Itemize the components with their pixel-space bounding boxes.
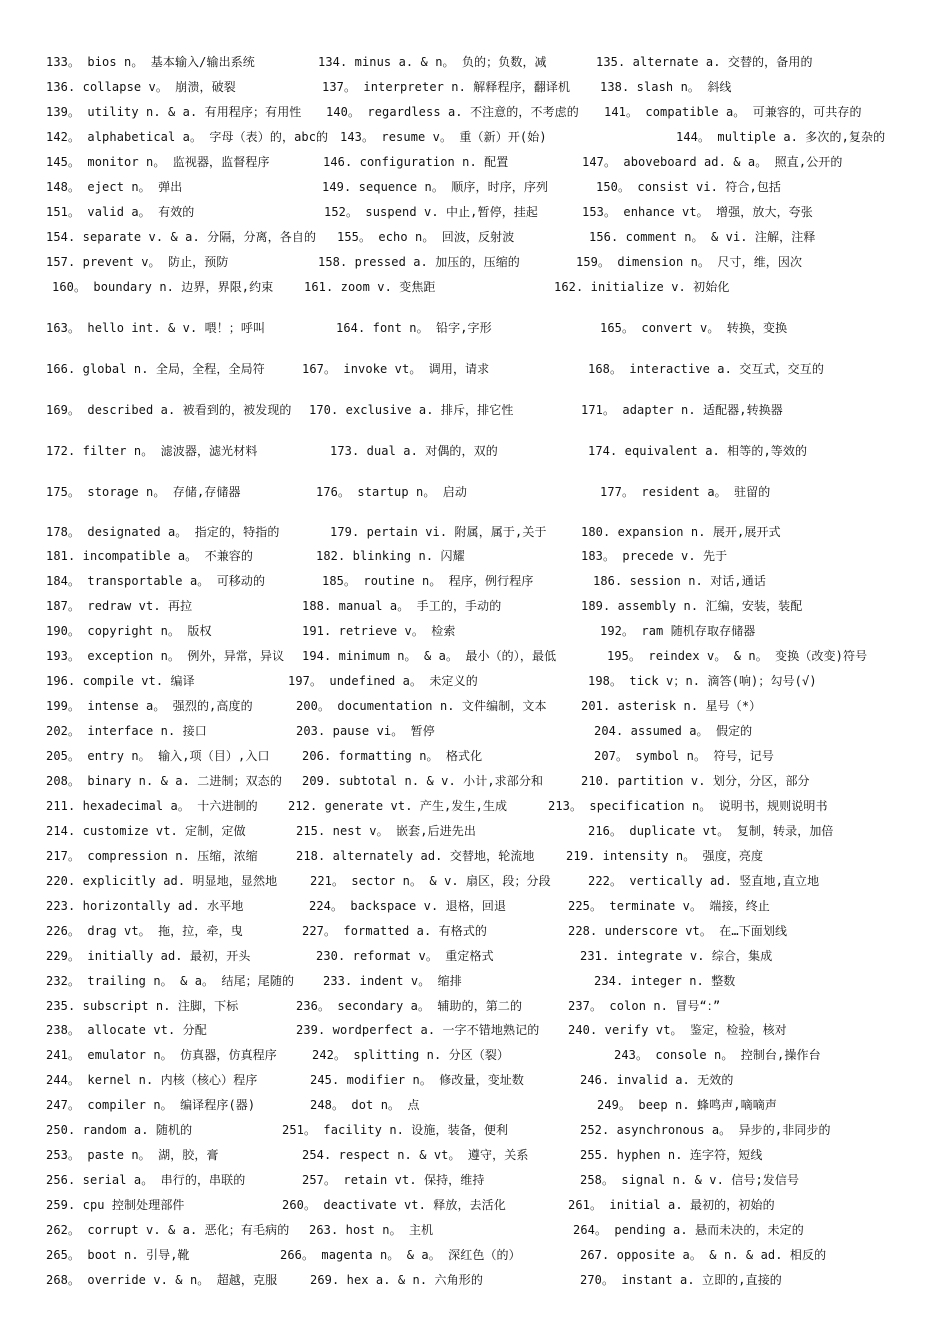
vocabulary-entry: 192。 ram 随机存取存储器 xyxy=(600,624,756,638)
vocabulary-entry: 265。 boot n. 引导,靴 xyxy=(46,1248,190,1262)
vocabulary-entry: 145。 monitor n。 监视器，监督程序 xyxy=(46,155,270,169)
vocabulary-entry: 159。 dimension n。 尺寸，维，因次 xyxy=(576,255,803,269)
vocabulary-entry: 206. formatting n。 格式化 xyxy=(302,749,483,763)
vocabulary-entry: 236。 secondary a。 辅助的，第二的 xyxy=(296,999,523,1013)
vocabulary-entry: 174. equivalent a. 相等的,等效的 xyxy=(588,444,808,458)
vocabulary-entry: 197。 undefined a。 未定义的 xyxy=(288,674,478,688)
vocabulary-entry: 140。 regardless a. 不注意的，不考虑的 xyxy=(326,105,579,119)
vocabulary-entry: 218. alternately ad. 交替地，轮流地 xyxy=(296,849,535,863)
vocabulary-row xyxy=(0,127,950,147)
vocabulary-entry: 220. explicitly ad. 明显地，显然地 xyxy=(46,874,278,888)
vocabulary-entry: 207。 symbol n。 符号，记号 xyxy=(594,749,774,763)
vocabulary-entry: 178。 designated a。 指定的，特指的 xyxy=(46,525,280,539)
vocabulary-row xyxy=(0,896,950,916)
vocabulary-entry: 154. separate v. & a. 分隔，分离，各自的 xyxy=(46,230,317,244)
vocabulary-entry: 186. session n. 对话,通话 xyxy=(593,574,766,588)
vocabulary-entry: 177。 resident a。 驻留的 xyxy=(600,485,771,499)
vocabulary-entry: 216。 duplicate vt。 复制，转录，加倍 xyxy=(588,824,834,838)
vocabulary-entry: 190。 copyright n。 版权 xyxy=(46,624,212,638)
vocabulary-row xyxy=(0,1170,950,1190)
vocabulary-entry: 250. random a. 随机的 xyxy=(46,1123,193,1137)
vocabulary-entry: 202。 interface n. 接口 xyxy=(46,724,207,738)
vocabulary-row xyxy=(0,721,950,741)
vocabulary-entry: 234. integer n. 整数 xyxy=(594,974,736,988)
vocabulary-entry: 193。 exception n。 例外，异常，异议 xyxy=(46,649,285,663)
vocabulary-entry: 173. dual a. 对偶的，双的 xyxy=(330,444,498,458)
vocabulary-entry: 247。 compiler n。 编译程序(器) xyxy=(46,1098,256,1112)
vocabulary-row xyxy=(0,796,950,816)
vocabulary-entry: 261。 initial a. 最初的，初始的 xyxy=(568,1198,775,1212)
vocabulary-row xyxy=(0,77,950,97)
vocabulary-entry: 259. cpu 控制处理部件 xyxy=(46,1198,185,1212)
vocabulary-entry: 146. configuration n. 配置 xyxy=(323,155,509,169)
vocabulary-entry: 194. minimum n。 & a。 最小（的），最低 xyxy=(302,649,557,663)
vocabulary-entry: 217。 compression n. 压缩，浓缩 xyxy=(46,849,258,863)
vocabulary-entry: 182. blinking n. 闪耀 xyxy=(316,549,465,563)
vocabulary-row xyxy=(0,1070,950,1090)
vocabulary-row xyxy=(0,996,950,1016)
vocabulary-row xyxy=(0,482,950,502)
vocabulary-entry: 134. minus a. & n。 负的；负数，减 xyxy=(318,55,547,69)
vocabulary-entry: 203. pause vi。 暂停 xyxy=(296,724,435,738)
vocabulary-entry: 269. hex a. & n. 六角形的 xyxy=(310,1273,483,1287)
vocabulary-entry: 163。 hello int. & v. 喂！；呼叫 xyxy=(46,321,266,335)
vocabulary-entry: 149. sequence n。 顺序，时序，序列 xyxy=(322,180,549,194)
vocabulary-entry: 219. intensity n。 强度，亮度 xyxy=(566,849,764,863)
vocabulary-entry: 229。 initially ad. 最初，开头 xyxy=(46,949,251,963)
vocabulary-entry: 258。 signal n. & v. 信号;发信号 xyxy=(580,1173,800,1187)
vocabulary-entry: 233. indent v。 缩排 xyxy=(323,974,462,988)
vocabulary-entry: 195。 reindex v。 & n。 变换（改变)符号 xyxy=(607,649,868,663)
vocabulary-entry: 238。 allocate vt. 分配 xyxy=(46,1023,207,1037)
vocabulary-row xyxy=(0,546,950,566)
vocabulary-entry: 165。 convert v。 转换，变换 xyxy=(600,321,788,335)
vocabulary-row xyxy=(0,1245,950,1265)
vocabulary-entry: 156. comment n。 & vi. 注解，注释 xyxy=(589,230,816,244)
vocabulary-entry: 256. serial a。 串行的，串联的 xyxy=(46,1173,246,1187)
vocabulary-entry: 244。 kernel n. 内核（核心）程序 xyxy=(46,1073,258,1087)
vocabulary-row xyxy=(0,921,950,941)
vocabulary-entry: 225。 terminate v。 端接，终止 xyxy=(568,899,770,913)
vocabulary-row xyxy=(0,971,950,991)
vocabulary-entry: 205。 entry n。 输入,项（目）,入口 xyxy=(46,749,270,763)
vocabulary-entry: 252. asynchronous a。 异步的,非同步的 xyxy=(580,1123,831,1137)
vocabulary-entry: 181. incompatible a。 不兼容的 xyxy=(46,549,253,563)
vocabulary-entry: 153。 enhance vt。 增强，放大，夸张 xyxy=(582,205,813,219)
vocabulary-entry: 162. initialize v. 初始化 xyxy=(554,280,730,294)
vocabulary-entry: 260。 deactivate vt. 释放，去活化 xyxy=(282,1198,506,1212)
vocabulary-entry: 188. manual a。 手工的，手动的 xyxy=(302,599,502,613)
vocabulary-entry: 175。 storage n。 存储,存储器 xyxy=(46,485,241,499)
vocabulary-row xyxy=(0,152,950,172)
vocabulary-row xyxy=(0,821,950,841)
vocabulary-entry: 142。 alphabetical a。 字母（表）的，abc的 xyxy=(46,130,329,144)
vocabulary-entry: 179. pertain vi. 附属，属于,关于 xyxy=(330,525,547,539)
vocabulary-entry: 139。 utility n. & a. 有用程序；有用性 xyxy=(46,105,302,119)
vocabulary-row xyxy=(0,522,950,542)
vocabulary-entry: 268。 override v. & n。 超越，克服 xyxy=(46,1273,278,1287)
vocabulary-entry: 235. subscript n. 注脚，下标 xyxy=(46,999,239,1013)
vocabulary-entry: 246. invalid a. 无效的 xyxy=(580,1073,734,1087)
vocabulary-row xyxy=(0,52,950,72)
vocabulary-entry: 254. respect n. & vt。 遵守，关系 xyxy=(302,1148,529,1162)
vocabulary-row xyxy=(0,400,950,420)
vocabulary-entry: 170. exclusive a. 排斥，排它性 xyxy=(309,403,514,417)
vocabulary-entry: 171。 adapter n. 适配器,转换器 xyxy=(581,403,783,417)
vocabulary-row xyxy=(0,277,950,297)
vocabulary-entry: 191. retrieve v。 检索 xyxy=(302,624,456,638)
vocabulary-entry: 245. modifier n。 修改量，变址数 xyxy=(310,1073,524,1087)
vocabulary-entry: 209. subtotal n. & v. 小计,求部分和 xyxy=(302,774,544,788)
vocabulary-entry: 158. pressed a. 加压的，压缩的 xyxy=(318,255,520,269)
vocabulary-row xyxy=(0,227,950,247)
vocabulary-entry: 214. customize vt. 定制，定做 xyxy=(46,824,246,838)
vocabulary-entry: 168。 interactive a. 交互式，交互的 xyxy=(588,362,824,376)
vocabulary-row xyxy=(0,571,950,591)
vocabulary-entry: 249。 beep n. 蜂鸣声,嘀嘀声 xyxy=(597,1098,777,1112)
vocabulary-entry: 257。 retain vt. 保持，维持 xyxy=(302,1173,485,1187)
vocabulary-entry: 226。 drag vt。 拖，拉，牵，曳 xyxy=(46,924,243,938)
vocabulary-entry: 251。 facility n. 设施，装备，便利 xyxy=(282,1123,509,1137)
vocabulary-entry: 137。 interpreter n. 解释程序，翻译机 xyxy=(322,80,571,94)
vocabulary-entry: 240. verify vt。 鉴定，检验，核对 xyxy=(568,1023,787,1037)
vocabulary-entry: 160。 boundary n. 边界，界限,约束 xyxy=(52,280,274,294)
vocabulary-entry: 176。 startup n。 启动 xyxy=(316,485,467,499)
vocabulary-entry: 237。 colon n. 冒号“：” xyxy=(568,999,721,1013)
vocabulary-entry: 255. hyphen n. 连字符，短线 xyxy=(580,1148,763,1162)
vocabulary-entry: 138. slash n。 斜线 xyxy=(600,80,732,94)
vocabulary-entry: 201. asterisk n. 星号（*） xyxy=(581,699,762,713)
vocabulary-entry: 200。 documentation n. 文件编制，文本 xyxy=(296,699,547,713)
vocabulary-entry: 150。 consist vi. 符合,包括 xyxy=(596,180,782,194)
vocabulary-row xyxy=(0,1045,950,1065)
vocabulary-entry: 189. assembly n. 汇编，安装，装配 xyxy=(581,599,803,613)
vocabulary-row xyxy=(0,671,950,691)
vocabulary-row xyxy=(0,1195,950,1215)
vocabulary-entry: 210. partition v. 划分，分区，部分 xyxy=(581,774,810,788)
vocabulary-row xyxy=(0,318,950,338)
vocabulary-entry: 242。 splitting n. 分区（裂） xyxy=(312,1048,510,1062)
vocabulary-row xyxy=(0,1020,950,1040)
vocabulary-entry: 198。 tick v；n. 滴答(响)；勾号(√) xyxy=(588,674,817,688)
vocabulary-entry: 161. zoom v. 变焦距 xyxy=(304,280,436,294)
vocabulary-entry: 230. reformat v。 重定格式 xyxy=(316,949,494,963)
vocabulary-row xyxy=(0,696,950,716)
vocabulary-entry: 136. collapse v。 崩溃，破裂 xyxy=(46,80,236,94)
vocabulary-row xyxy=(0,746,950,766)
vocabulary-row xyxy=(0,359,950,379)
vocabulary-entry: 239. wordperfect a. 一字不错地熟记的 xyxy=(296,1023,540,1037)
vocabulary-entry: 248。 dot n。 点 xyxy=(310,1098,420,1112)
vocabulary-entry: 212. generate vt. 产生,发生,生成 xyxy=(288,799,508,813)
vocabulary-entry: 222。 vertically ad. 竖直地,直立地 xyxy=(588,874,820,888)
vocabulary-entry: 144。 multiple a. 多次的,复杂的 xyxy=(676,130,886,144)
vocabulary-row xyxy=(0,1270,950,1290)
vocabulary-row xyxy=(0,646,950,666)
vocabulary-entry: 185。 routine n。 程序，例行程序 xyxy=(322,574,534,588)
vocabulary-entry: 184。 transportable a。 可移动的 xyxy=(46,574,266,588)
vocabulary-entry: 223. horizontally ad. 水平地 xyxy=(46,899,244,913)
vocabulary-row xyxy=(0,202,950,222)
vocabulary-row xyxy=(0,596,950,616)
vocabulary-entry: 263. host n。 主机 xyxy=(309,1223,434,1237)
vocabulary-entry: 267. opposite a。 & n. & ad. 相反的 xyxy=(580,1248,827,1262)
vocabulary-entry: 270。 instant a. 立即的,直接的 xyxy=(580,1273,782,1287)
vocabulary-entry: 180. expansion n. 展开,展开式 xyxy=(581,525,781,539)
vocabulary-row xyxy=(0,621,950,641)
vocabulary-entry: 224。 backspace v. 退格，回退 xyxy=(309,899,507,913)
vocabulary-row xyxy=(0,252,950,272)
vocabulary-entry: 211. hexadecimal a。 十六进制的 xyxy=(46,799,258,813)
vocabulary-entry: 166. global n. 全局，全程，全局符 xyxy=(46,362,265,376)
vocabulary-row xyxy=(0,177,950,197)
vocabulary-entry: 135. alternate a. 交替的，备用的 xyxy=(596,55,813,69)
vocabulary-entry: 208。 binary n. & a. 二进制；双态的 xyxy=(46,774,282,788)
vocabulary-entry: 213。 specification n。 说明书，规则说明书 xyxy=(548,799,828,813)
vocabulary-entry: 147。 aboveboard ad. & a。 照直,公开的 xyxy=(582,155,843,169)
vocabulary-row xyxy=(0,102,950,122)
vocabulary-entry: 155。 echo n。 回波，反射波 xyxy=(337,230,515,244)
vocabulary-entry: 148。 eject n。 弹出 xyxy=(46,180,183,194)
vocabulary-entry: 231. integrate v. 综合，集成 xyxy=(580,949,773,963)
vocabulary-row xyxy=(0,846,950,866)
vocabulary-entry: 204. assumed a。 假定的 xyxy=(594,724,753,738)
vocabulary-row xyxy=(0,946,950,966)
vocabulary-entry: 141。 compatible a。 可兼容的，可共存的 xyxy=(604,105,862,119)
vocabulary-entry: 227。 formatted a. 有格式的 xyxy=(302,924,488,938)
vocabulary-entry: 221。 sector n。 & v. 扇区，段；分段 xyxy=(310,874,551,888)
vocabulary-row xyxy=(0,1095,950,1115)
vocabulary-entry: 187。 redraw vt. 再拉 xyxy=(46,599,193,613)
vocabulary-row xyxy=(0,1120,950,1140)
vocabulary-entry: 232。 trailing n。 & a。 结尾；尾随的 xyxy=(46,974,295,988)
vocabulary-entry: 183。 precede v. 先于 xyxy=(581,549,728,563)
vocabulary-entry: 266。 magenta n。 & a。 深红色（的） xyxy=(280,1248,521,1262)
vocabulary-row xyxy=(0,1145,950,1165)
vocabulary-entry: 143。 resume v。 重（新）开(始) xyxy=(340,130,547,144)
vocabulary-entry: 152。 suspend v. 中止,暂停，挂起 xyxy=(324,205,538,219)
vocabulary-row xyxy=(0,441,950,461)
vocabulary-row xyxy=(0,871,950,891)
vocabulary-entry: 157. prevent v。 防止，预防 xyxy=(46,255,229,269)
vocabulary-entry: 264。 pending a. 悬而未决的，未定的 xyxy=(573,1223,804,1237)
vocabulary-entry: 228. underscore vt。 在…下面划线 xyxy=(568,924,788,938)
vocabulary-entry: 243。 console n。 控制台,操作台 xyxy=(614,1048,821,1062)
vocabulary-entry: 253。 paste n。 湖，胶，膏 xyxy=(46,1148,219,1162)
vocabulary-row xyxy=(0,1220,950,1240)
vocabulary-entry: 151。 valid a。 有效的 xyxy=(46,205,195,219)
vocabulary-entry: 215. nest v。 嵌套,后进先出 xyxy=(296,824,476,838)
vocabulary-entry: 167。 invoke vt。 调用，请求 xyxy=(302,362,490,376)
vocabulary-entry: 262。 corrupt v. & a. 恶化；有毛病的 xyxy=(46,1223,290,1237)
vocabulary-entry: 164. font n。 铅字,字形 xyxy=(336,321,492,335)
vocabulary-entry: 196. compile vt. 编译 xyxy=(46,674,195,688)
vocabulary-entry: 133。 bios n。 基本输入/输出系统 xyxy=(46,55,255,69)
vocabulary-row xyxy=(0,771,950,791)
vocabulary-entry: 172. filter n。 滤波器，滤光材料 xyxy=(46,444,258,458)
vocabulary-entry: 241。 emulator n。 仿真器，仿真程序 xyxy=(46,1048,277,1062)
vocabulary-entry: 169。 described a. 被看到的，被发现的 xyxy=(46,403,292,417)
vocabulary-entry: 199。 intense a。 强烈的,高度的 xyxy=(46,699,253,713)
